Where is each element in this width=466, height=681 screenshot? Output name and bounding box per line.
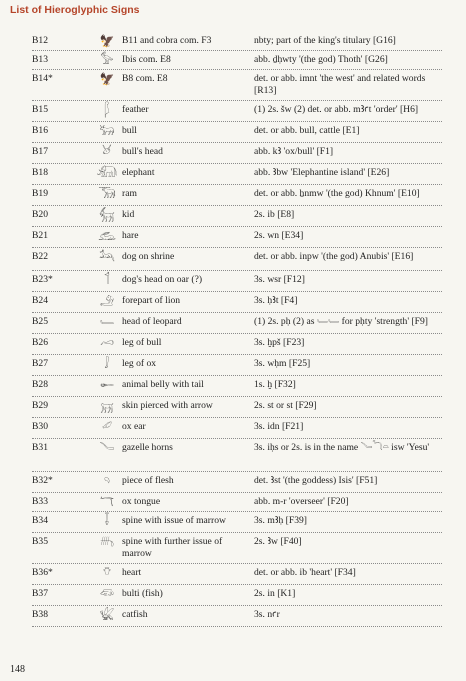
hieroglyph-icon: 𓄑 — [99, 315, 114, 329]
sign-name: ram — [122, 188, 137, 199]
sign-row — [32, 101, 442, 122]
sign-description: det. or abb. bull, cattle [E1] — [254, 125, 360, 136]
hieroglyph-icon: 𓄙 — [104, 357, 110, 371]
sign-description: det. Ꜣst '(the goddess) Isis' [F51] — [254, 475, 378, 486]
sign-row — [32, 376, 442, 397]
sign-name: Ibis com. E8 — [122, 54, 171, 65]
sign-code: B29 — [32, 400, 48, 411]
sign-description: det. or abb. ib 'heart' [F34] — [254, 567, 356, 578]
sign-code: B14* — [32, 73, 53, 84]
sign-description: abb. Ꜣbw 'Elephantine island' [E26] — [254, 167, 390, 178]
sign-row — [32, 439, 442, 472]
sign-description: det. or abb. ẖnmw '(the god) Khnum' [E10] — [254, 188, 420, 199]
sign-description: 2s. wn [E34] — [254, 230, 304, 241]
hieroglyph-icon: 𓃾 — [102, 145, 112, 159]
hieroglyph-icon: 𓃒 — [99, 124, 115, 138]
sign-row — [32, 248, 442, 271]
sign-description: 1s. ḫ [F32] — [254, 379, 296, 390]
hieroglyph-icon: 𓃹 — [98, 229, 116, 243]
sign-name: leg of bull — [122, 337, 162, 348]
sign-name: piece of flesh — [122, 475, 174, 486]
hieroglyph-icon: 𓄊 — [104, 273, 110, 287]
sign-name: leg of ox — [122, 358, 157, 369]
sign-row — [32, 606, 442, 627]
sign-name: head of leopard — [122, 316, 182, 327]
sign-name: bull's head — [122, 146, 163, 157]
sign-code: B18 — [32, 167, 48, 178]
sign-row — [32, 70, 442, 101]
sign-code: B24 — [32, 295, 48, 306]
hieroglyph-icon: 𓄚 — [100, 399, 114, 413]
sign-code: B12 — [32, 35, 48, 46]
sign-description: 3s. ḥꜢt [F4] — [254, 295, 298, 306]
sign-row — [32, 227, 442, 248]
sign-name: ox tongue — [122, 496, 161, 507]
sign-name: catfish — [122, 609, 148, 620]
hieroglyph-icon: 𓄹 — [104, 474, 110, 488]
sign-code: B19 — [32, 188, 48, 199]
hieroglyph-icon: 𓄓 — [100, 495, 114, 509]
sign-code: B31 — [32, 442, 48, 453]
sign-name: B11 and cobra com. F3 — [122, 35, 212, 46]
hieroglyph-icon: 𓄔 — [102, 420, 112, 434]
sign-row — [32, 164, 442, 185]
page-header-title: List of Hieroglyphic Signs — [10, 4, 140, 16]
hieroglyph-icon: 𓄏 — [99, 441, 115, 455]
hieroglyph-icon: 𓆛 — [100, 587, 114, 601]
sign-description: 2s. ib [E8] — [254, 209, 295, 220]
sign-name: spine with further issue of marrow — [122, 536, 223, 559]
sign-code: B15 — [32, 104, 48, 115]
sign-row — [32, 51, 442, 70]
sign-code: B37 — [32, 588, 48, 599]
hieroglyph-icon: 𓄂 — [100, 294, 114, 308]
sign-description: nbty; part of the king's titulary [G16] — [254, 35, 396, 46]
sign-name: dog's head on oar (?) — [122, 274, 203, 285]
sign-row — [32, 143, 442, 164]
sign-code: B35 — [32, 536, 48, 547]
sign-code: B20 — [32, 209, 48, 220]
hieroglyph-icon: 𓄗 — [100, 336, 114, 350]
hieroglyph-icon: 🦅 — [99, 72, 115, 86]
sign-description: 3s. idn [F21] — [254, 421, 304, 432]
sign-code: B17 — [32, 146, 48, 157]
sign-name: B8 com. E8 — [122, 73, 168, 84]
sign-row — [32, 334, 442, 355]
sign-row — [32, 585, 442, 606]
hieroglyph-icon: 𓄣 — [103, 566, 111, 580]
sign-description: abb. ḏḥwty '(the god) Thoth' [G26] — [254, 54, 388, 65]
sign-description: 3s. wsr [F12] — [254, 274, 305, 285]
hieroglyph-icon: 𓆤 — [99, 608, 115, 622]
sign-name: elephant — [122, 167, 155, 178]
sign-description: (1) 2s. šw (2) det. or abb. mꜢꜥt 'order' [H6] — [254, 104, 419, 115]
sign-name: forepart of lion — [122, 295, 181, 306]
hieroglyph-icon: 𓃰 — [96, 166, 118, 180]
sign-description: (1) 2s. pḥ (2) as 𓄑𓄑 for pḥty 'strength' [F9] — [254, 316, 428, 327]
sign-name: bull — [122, 125, 137, 136]
sign-code: B16 — [32, 125, 48, 136]
sign-description: abb. kꜢ 'ox/bull' [F1] — [254, 146, 334, 157]
sign-description: det. or abb. inpw '(the god) Anubis' [E16] — [254, 251, 414, 262]
sign-row — [32, 122, 442, 143]
hieroglyph-icon: 𓄥 — [104, 514, 110, 528]
sign-row — [32, 397, 442, 418]
sign-description: 3s. wḥm [F25] — [254, 358, 311, 369]
sign-row — [32, 206, 442, 227]
sign-row — [32, 355, 442, 376]
sign-name: bulti (fish) — [122, 588, 163, 599]
sign-description: 3s. ḫpš [F23] — [254, 337, 305, 348]
sign-row — [32, 564, 442, 585]
sign-name: heart — [122, 567, 142, 578]
sign-description: det. or abb. imnt 'the west' and related words [R13] — [254, 73, 426, 96]
hieroglyph-sign-list — [32, 32, 442, 627]
sign-code: B38 — [32, 609, 48, 620]
sign-code: B34 — [32, 515, 48, 526]
sign-name: skin pierced with arrow — [122, 400, 213, 411]
sign-code: B21 — [32, 230, 48, 241]
sign-code: B22 — [32, 251, 48, 262]
sign-name: hare — [122, 230, 139, 241]
sign-row — [32, 32, 442, 51]
sign-row — [32, 512, 442, 533]
sign-row — [32, 292, 442, 313]
hieroglyph-icon: 𓄡 — [99, 378, 115, 392]
sign-name: ox ear — [122, 421, 146, 432]
sign-code: B23* — [32, 274, 53, 285]
sign-name: feather — [122, 104, 149, 115]
sign-name: spine with issue of marrow — [122, 515, 226, 526]
sign-name: kid — [122, 209, 135, 220]
sign-description: 3s. mꜢḥ [F39] — [254, 515, 307, 526]
sign-name: dog on shrine — [122, 251, 175, 262]
hieroglyph-icon: 🦅 — [99, 34, 115, 48]
sign-code: B27 — [32, 358, 48, 369]
hieroglyph-icon: 𓅞 — [100, 53, 114, 67]
sign-name: animal belly with tail — [122, 379, 204, 390]
sign-code: B30 — [32, 421, 48, 432]
sign-row — [32, 533, 442, 564]
sign-name: gazelle horns — [122, 442, 173, 453]
sign-row — [32, 418, 442, 439]
sign-code: B28 — [32, 379, 48, 390]
sign-code: B13 — [32, 54, 48, 65]
sign-row — [32, 493, 442, 512]
sign-description: 3s. iḥs or 2s. is in the name 𓄏𓆓𓏏 isw 'Yesu' — [254, 442, 430, 453]
sign-row — [32, 271, 442, 292]
hieroglyph-icon: 𓃝 — [98, 187, 116, 201]
sign-row — [32, 313, 442, 334]
sign-description: abb. m-r 'overseer' [F20] — [254, 496, 349, 507]
sign-description: 2s. st or st [F29] — [254, 400, 317, 411]
sign-code: B33 — [32, 496, 48, 507]
sign-description: 2s. Ꜣw [F40] — [254, 536, 302, 547]
sign-code: B32* — [32, 475, 53, 486]
sign-description: 2s. in [K1] — [254, 588, 296, 599]
hieroglyph-icon: 𓆄 — [104, 103, 110, 117]
sign-description: 3s. nꜥr — [254, 609, 280, 620]
sign-code: B36* — [32, 567, 53, 578]
hieroglyph-icon: 𓄦 — [100, 535, 114, 549]
hieroglyph-icon: 𓃢 — [99, 250, 115, 264]
sign-row — [32, 472, 442, 493]
sign-code: B25 — [32, 316, 48, 327]
sign-code: B26 — [32, 337, 48, 348]
hieroglyph-icon: 𓃶 — [99, 208, 115, 222]
page-number: 148 — [10, 664, 25, 675]
sign-row — [32, 185, 442, 206]
